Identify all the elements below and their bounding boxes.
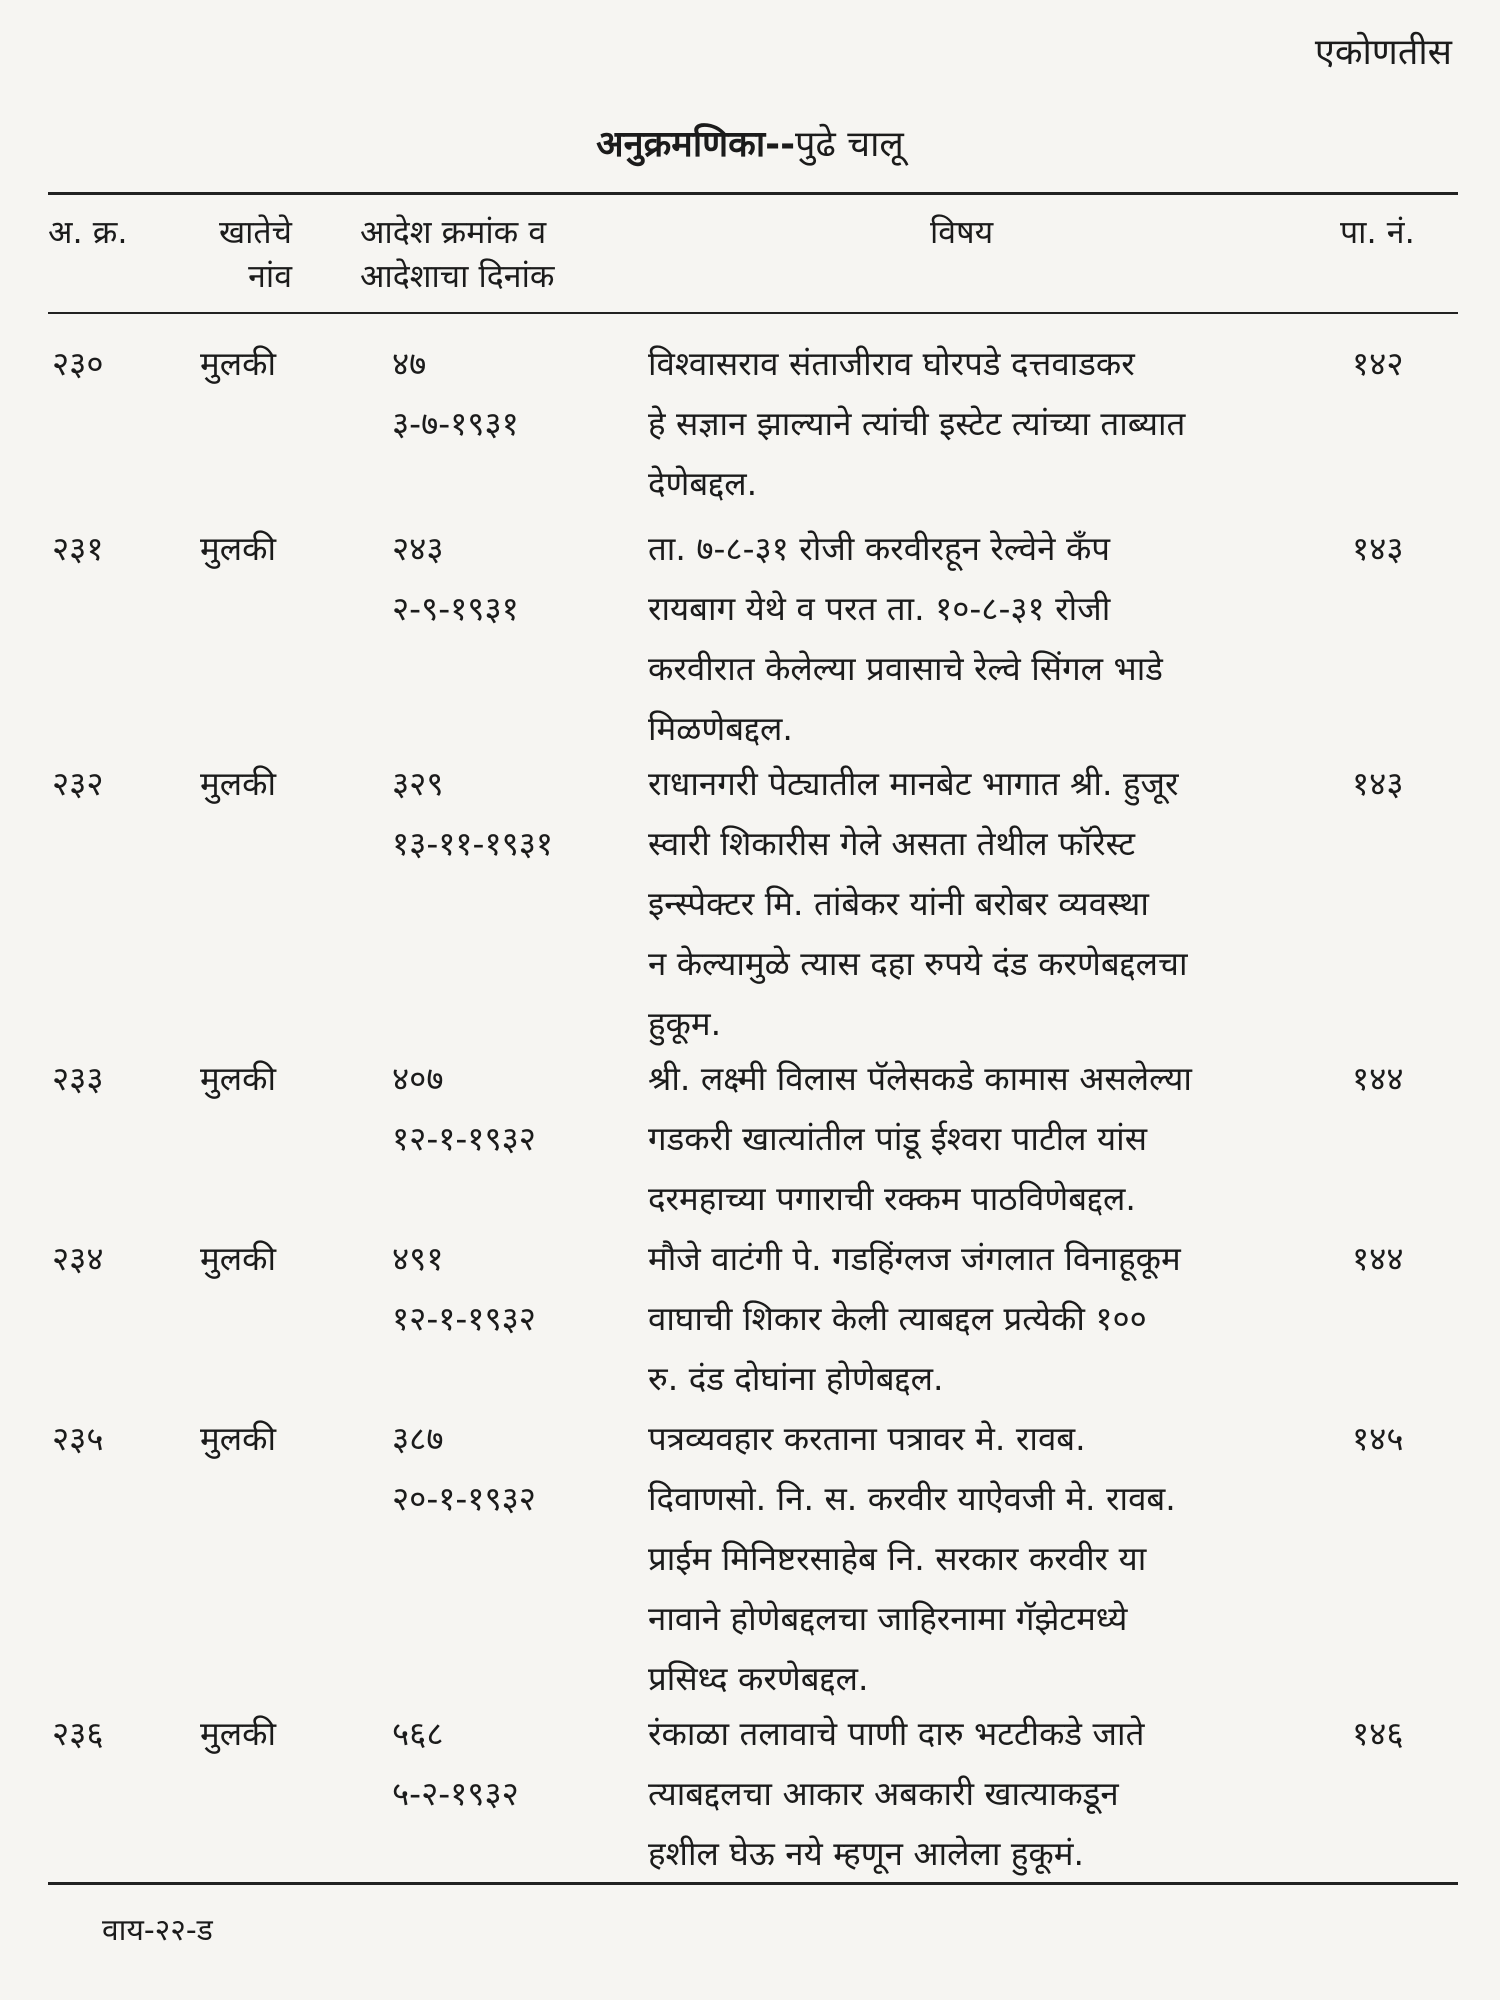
row-subject bbox=[648, 334, 1320, 514]
row-order-date: २०-१-१९३२ bbox=[392, 1479, 536, 1518]
row-order-number: ४७ bbox=[392, 344, 427, 383]
row-department: मुलकी bbox=[200, 344, 276, 383]
row-order-date: १३-११-१९३१ bbox=[392, 824, 554, 863]
row-page-number: १४५ bbox=[1352, 1419, 1404, 1458]
subject-line: इन्स्पेक्टर मि. तांबेकर यांनी बरोबर व्यवस्था bbox=[648, 884, 1149, 923]
row-department: मुलकी bbox=[200, 1239, 276, 1278]
row-order-number: ३८७ bbox=[392, 1419, 444, 1458]
row-page-number: १४२ bbox=[1352, 344, 1404, 383]
row-department: मुलकी bbox=[200, 529, 276, 568]
row-department: मुलकी bbox=[200, 1419, 276, 1458]
row-page-number: १४३ bbox=[1352, 529, 1404, 568]
subject-line: हशील घेऊ नये म्हणून आलेला हुकूमं. bbox=[648, 1834, 1084, 1873]
row-page-number: १४३ bbox=[1352, 764, 1404, 803]
row-order-date: ५-२-१९३२ bbox=[392, 1774, 519, 1813]
subject-line: पत्रव्यवहार करताना पत्रावर मे. रावब. bbox=[648, 1419, 1086, 1458]
row-order-date: ३-७-१९३१ bbox=[392, 404, 519, 443]
row-page-number: १४४ bbox=[1352, 1239, 1404, 1278]
row-order-number: ५६८ bbox=[392, 1714, 444, 1753]
row-page-number: १४६ bbox=[1352, 1714, 1404, 1753]
row-department: मुलकी bbox=[200, 1714, 276, 1753]
row-order-date: १२-१-१९३२ bbox=[392, 1119, 536, 1158]
subject-line: मौजे वाटंगी पे. गडहिंग्लज जंगलात विनाहूकूम bbox=[648, 1239, 1181, 1278]
row-order-number: ४०७ bbox=[392, 1059, 444, 1098]
subject-line: देणेबद्दल. bbox=[648, 464, 758, 503]
row-order-date: २-९-१९३१ bbox=[392, 589, 519, 628]
subject-line: करवीरात केलेल्या प्रवासाचे रेल्वे सिंगल भाडे bbox=[648, 649, 1163, 688]
bottom-rule bbox=[48, 1882, 1458, 1885]
subject-line: मिळणेबद्दल. bbox=[648, 709, 793, 748]
subject-line: दिवाणसो. नि. स. करवीर याऐवजी मे. रावब. bbox=[648, 1479, 1176, 1518]
column-header-order: आदेश क्रमांक व आदेशाचा दिनांक bbox=[360, 213, 555, 295]
subject-line: नावाने होणेबद्दलचा जाहिरनामा गॅझेटमध्ये bbox=[648, 1599, 1128, 1638]
subject-line: स्वारी शिकारीस गेले असता तेथील फॉरेस्ट bbox=[648, 824, 1136, 863]
row-order-number: २४३ bbox=[392, 529, 444, 568]
row-serial: २३१ bbox=[52, 529, 104, 568]
title-rest: पुढे चालू bbox=[795, 124, 904, 165]
row-order-date: १२-१-१९३२ bbox=[392, 1299, 536, 1338]
subject-line: हुकूम. bbox=[648, 1004, 722, 1043]
row-page-number: १४४ bbox=[1352, 1059, 1404, 1098]
column-header-department: खातेचे नांव bbox=[218, 213, 292, 295]
row-order-number: ३२९ bbox=[392, 764, 444, 803]
column-header-serial: अ. क्र. bbox=[48, 213, 128, 251]
row-order-number: ४९१ bbox=[392, 1239, 444, 1278]
row-serial: २३२ bbox=[52, 764, 104, 803]
subject-line: दरमहाच्या पगाराची रक्कम पाठविणेबद्दल. bbox=[648, 1179, 1136, 1218]
subject-line: न केल्यामुळे त्यास दहा रुपये दंड करणेबद्दलचा bbox=[648, 944, 1188, 983]
subject-line: रंकाळा तलावाचे पाणी दारु भटटीकडे जाते bbox=[648, 1714, 1145, 1753]
row-subject bbox=[648, 754, 1320, 1054]
row-serial: २३६ bbox=[52, 1714, 104, 1753]
subject-line: गडकरी खात्यांतील पांडू ईश्वरा पाटील यांस bbox=[648, 1119, 1148, 1158]
column-header-subject: विषय bbox=[930, 213, 994, 251]
subject-line: प्राईम मिनिष्टरसाहेब नि. सरकार करवीर या bbox=[648, 1539, 1147, 1578]
subject-line: प्रसिध्द करणेबद्दल. bbox=[648, 1659, 869, 1698]
subject-line: रु. दंड दोघांना होणेबद्दल. bbox=[648, 1359, 944, 1398]
row-serial: २३० bbox=[52, 344, 104, 383]
row-subject bbox=[648, 519, 1320, 759]
subject-line: राधानगरी पेट्यातील मानबेट भागात श्री. हुजूर bbox=[648, 764, 1179, 803]
title-bold: अनुक्रमणिका-- bbox=[596, 124, 796, 165]
subject-line: रायबाग येथे व परत ता. १०-८-३१ रोजी bbox=[648, 589, 1111, 628]
subject-line: ता. ७-८-३१ रोजी करवीरहून रेल्वेने कँप bbox=[648, 529, 1111, 568]
row-department: मुलकी bbox=[200, 1059, 276, 1098]
subject-line: विश्वासराव संताजीराव घोरपडे दत्तवाडकर bbox=[648, 344, 1135, 383]
footer-code: वाय-२२-ड bbox=[102, 1913, 213, 1948]
row-subject bbox=[648, 1049, 1320, 1229]
subject-line: त्याबद्दलचा आकार अबकारी खात्याकडून bbox=[648, 1774, 1119, 1813]
row-subject bbox=[648, 1229, 1320, 1409]
row-serial: २३५ bbox=[52, 1419, 104, 1458]
row-subject bbox=[648, 1409, 1320, 1709]
subject-line: वाघाची शिकार केली त्याबद्दल प्रत्येकी १०० bbox=[648, 1299, 1147, 1338]
column-header-page: पा. नं. bbox=[1340, 213, 1415, 251]
row-department: मुलकी bbox=[200, 764, 276, 803]
row-serial: २३३ bbox=[52, 1059, 104, 1098]
page-number-word: एकोणतीस bbox=[1314, 32, 1452, 73]
subject-line: श्री. लक्ष्मी विलास पॅलेसकडे कामास असलेल्या bbox=[648, 1059, 1192, 1098]
row-serial: २३४ bbox=[52, 1239, 104, 1278]
row-subject bbox=[648, 1704, 1320, 1884]
subject-line: हे सज्ञान झाल्याने त्यांची इस्टेट त्यांच्या ताब्यात bbox=[648, 404, 1186, 443]
